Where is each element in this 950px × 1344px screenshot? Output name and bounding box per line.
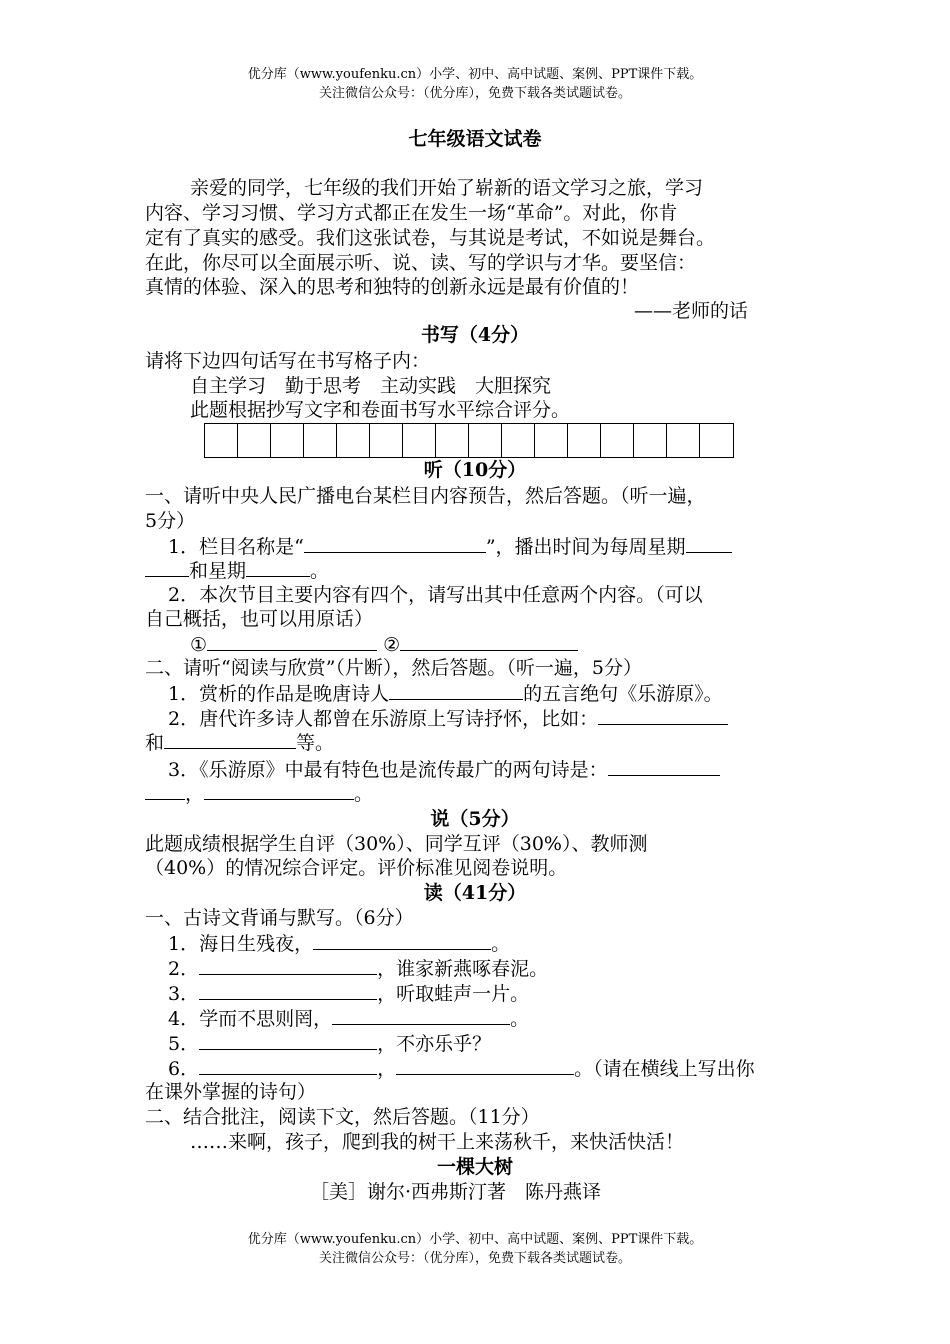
grid-cell[interactable] — [568, 424, 601, 457]
q2-option-2-label: ② — [383, 634, 401, 656]
q1-end: 。 — [310, 560, 330, 582]
r5-prefix: 5． — [168, 1033, 200, 1055]
listening-q5-line2 — [145, 781, 373, 806]
grid-cell[interactable] — [436, 424, 469, 457]
intro-line-3: 定有了真实的感受。我们这张试卷，与其说是考试，不如说是舞台。 — [145, 227, 716, 249]
reading-heading: 读（41分） — [423, 882, 527, 904]
q5-verse-blank-1-cont[interactable] — [145, 781, 185, 800]
q5-verse-blank-1[interactable] — [608, 757, 720, 776]
grid-cell[interactable] — [337, 424, 370, 457]
q4-poet-blank-2[interactable] — [164, 730, 296, 749]
q4-poet-blank-1[interactable] — [598, 706, 728, 725]
grid-cell[interactable] — [271, 424, 304, 457]
q1-weekday-blank-1-cont[interactable] — [145, 558, 189, 577]
r4-suffix: 。 — [510, 1008, 530, 1030]
grid-cell[interactable] — [238, 424, 271, 457]
writing-grid[interactable] — [204, 423, 734, 458]
reading-r3 — [168, 981, 529, 1006]
r6-prefix: 6． — [168, 1058, 200, 1080]
r6-suffix: 。（请在横线上写出你 — [574, 1058, 755, 1080]
grid-cell[interactable] — [700, 424, 733, 457]
r6-blank-2[interactable] — [396, 1056, 574, 1075]
grid-cell[interactable] — [304, 424, 337, 457]
r1-prefix: 1．海日生残夜， — [168, 933, 314, 955]
q2-answer-blank-1[interactable] — [207, 632, 377, 651]
grid-cell[interactable] — [601, 424, 634, 457]
writing-instruction: 请将下边四句话写在书写格子内： — [145, 350, 431, 372]
q5-comma: ， — [185, 783, 205, 805]
r5-suffix: ，不亦乐乎？ — [377, 1033, 492, 1055]
page-header-line-1: 优分库（www.youfenku.cn）小学、初中、高中试题、案例、PPT课件下载。 — [247, 67, 703, 82]
listening-q1-line2 — [145, 558, 329, 583]
listening-q4-line2 — [145, 730, 334, 755]
r4-blank[interactable] — [332, 1006, 510, 1025]
listening-q3 — [168, 681, 723, 706]
q3-suffix: 的五言绝句《乐游原》。 — [523, 683, 723, 705]
listening-part2: 二、请听“阅读与欣赏”（片断），然后答题。（听一遍，5分） — [145, 657, 643, 679]
q4-suffix: 等。 — [296, 732, 335, 754]
grid-cell[interactable] — [469, 424, 502, 457]
page-header-line-2: 关注微信公众号：（优分库），免费下载各类试题试卷。 — [318, 86, 631, 101]
listening-q2-answers — [190, 632, 578, 657]
q1-program-name-blank[interactable] — [304, 534, 486, 553]
intro-line-1: 亲爱的同学，七年级的我们开始了崭新的语文学习之旅，学习 — [190, 177, 704, 199]
r6-blank-1[interactable] — [199, 1056, 377, 1075]
grid-cell[interactable] — [634, 424, 667, 457]
writing-heading: 书写（4分） — [420, 324, 530, 346]
reading-r6-line1 — [168, 1056, 755, 1081]
reading-part2: 二、结合批注，阅读下文，然后答题。（11分） — [145, 1106, 540, 1128]
r5-blank[interactable] — [199, 1031, 377, 1050]
page-footer-line-1: 优分库（www.youfenku.cn）小学、初中、高中试题、案例、PPT课件下载。 — [247, 1232, 703, 1247]
r1-suffix: 。 — [491, 933, 511, 955]
q1-weekday-blank-2[interactable] — [246, 558, 310, 577]
story-title: 一棵大树 — [436, 1156, 513, 1178]
r2-blank[interactable] — [199, 956, 377, 975]
reading-r6-line2: 在课外掌握的诗句） — [145, 1081, 317, 1103]
q5-end: 。 — [354, 783, 374, 805]
intro-line-4: 在此，你尽可以全面展示听、说、读、写的学识与才华。要坚信： — [145, 252, 697, 274]
listening-q2-line1: 2．本次节目主要内容有四个，请写出其中任意两个内容。（可以 — [168, 584, 703, 606]
writing-note: 此题根据抄写文字和卷面书写水平综合评分。 — [190, 399, 571, 421]
intro-signature: ——老师的话 — [634, 300, 749, 322]
intro-line-5: 真情的体验、深入的思考和独特的创新永远是最有价值的！ — [145, 276, 640, 298]
reading-r4 — [168, 1006, 529, 1031]
reading-r5 — [168, 1031, 491, 1056]
reading-epigraph: ……来啊，孩子，爬到我的树干上来荡秋千，来快活快活！ — [190, 1131, 685, 1153]
r4-prefix: 4．学而不思则罔， — [168, 1008, 333, 1030]
speaking-line-1: 此题成绩根据学生自评（30%）、同学互评（30%）、教师测 — [145, 833, 648, 855]
listening-q2-line2: 自己概括，也可以用原话） — [145, 608, 374, 630]
reading-r2 — [168, 956, 548, 981]
listening-q5-line1 — [168, 757, 720, 782]
speaking-heading: 说（5分） — [430, 808, 520, 830]
q1-weekday-blank-1[interactable] — [686, 534, 732, 553]
r3-prefix: 3． — [168, 983, 200, 1005]
q3-poet-blank[interactable] — [389, 681, 523, 700]
page-footer-line-2: 关注微信公众号：（优分库），免费下载各类试题试卷。 — [318, 1251, 631, 1266]
q3-prefix: 1．赏析的作品是晚唐诗人 — [168, 683, 390, 705]
page-title: 七年级语文试卷 — [408, 128, 542, 150]
q4-prefix: 2．唐代许多诗人都曾在乐游原上写诗抒怀，比如： — [168, 708, 599, 730]
writing-phrases: 自主学习 勤于思考 主动实践 大胆探究 — [190, 375, 552, 397]
speaking-line-2: （40%）的情况综合评定。评价标准见阅卷说明。 — [145, 857, 568, 879]
reading-r1 — [168, 931, 510, 956]
q1-and-weekday: 和星期 — [189, 560, 247, 582]
q2-answer-blank-2[interactable] — [400, 632, 578, 651]
grid-cell[interactable] — [502, 424, 535, 457]
listening-q1-line1 — [168, 534, 732, 559]
r1-blank[interactable] — [313, 931, 491, 950]
listening-part1-line1: 一、请听中央人民广播电台某栏目内容预告，然后答题。（听一遍， — [145, 485, 706, 507]
r2-suffix: ，谁家新燕啄春泥。 — [377, 958, 549, 980]
grid-cell[interactable] — [205, 424, 238, 457]
r6-comma: ， — [377, 1058, 397, 1080]
q1-prefix: 1．栏目名称是“ — [168, 536, 304, 558]
q5-prefix: 3．《乐游原》中最有特色也是流传最广的两句诗是： — [168, 759, 608, 781]
q2-option-1-label: ① — [190, 634, 208, 656]
reading-part1: 一、古诗文背诵与默写。（6分） — [145, 907, 414, 929]
listening-heading: 听（10分） — [423, 459, 527, 481]
q4-and: 和 — [145, 732, 165, 754]
q5-verse-blank-2[interactable] — [204, 781, 354, 800]
grid-cell[interactable] — [403, 424, 436, 457]
listening-q4-line1 — [168, 706, 728, 731]
r2-prefix: 2． — [168, 958, 200, 980]
grid-cell[interactable] — [370, 424, 403, 457]
r3-blank[interactable] — [199, 981, 377, 1000]
story-author: ［美］谢尔·西弗斯汀著 陈丹燕译 — [310, 1181, 602, 1203]
grid-cell[interactable] — [667, 424, 700, 457]
q1-middle: ”，播出时间为每周星期 — [485, 536, 686, 558]
r3-suffix: ，听取蛙声一片。 — [377, 983, 530, 1005]
listening-part1-line2: 5分） — [145, 510, 196, 532]
grid-cell[interactable] — [535, 424, 568, 457]
intro-line-2: 内容、学习习惯、学习方式都正在发生一场“革命”。对此，你肯 — [145, 202, 678, 224]
